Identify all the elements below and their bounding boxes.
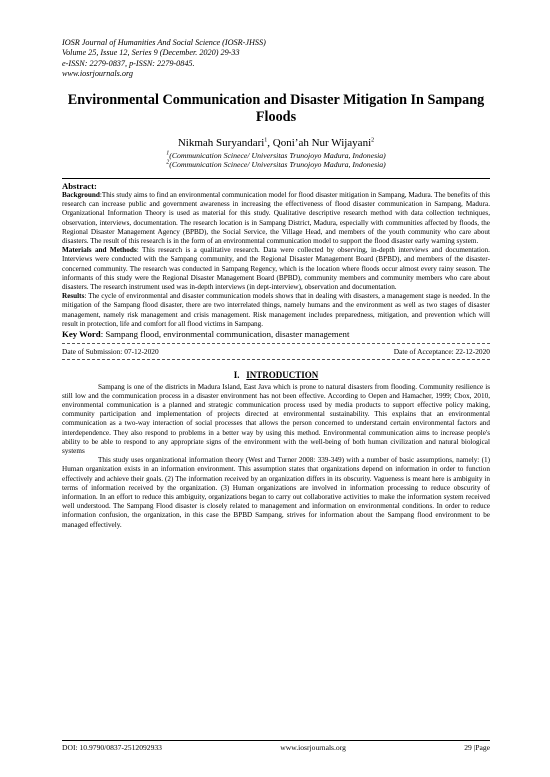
body-paragraph: Sampang is one of the districts in Madura Island, East Java which is prone to natural disasters from flooding. Community resilience is still low and the communication process in a disaster environment has not been effective. According to Oepen and Hamacher, 1999; Cbox, 2010, environmental communication is a planned and strategic communication process used by media products to support effective policy making, community participation and implementation of projects directed at environmental sustainability. This explains that an environmental communication as a two-way interaction of social processes that allows the person concerned to understand certain environmental factors and interdependence. They also respond to problems in a better way by using this method. Environmental communication aims to increase people's ability to be able to respond to any appropriate signs of the environment with the well-being of both human civilization and natural biological systems <box>62 382 490 455</box>
affiliation: $^1$(Communication Scinece/ Universitas Trunojoyo Madura, Indonesia) <box>166 150 386 160</box>
section-heading: I. INTRODUCTION <box>233 369 319 380</box>
page-footer <box>62 740 490 753</box>
author-sup: 2 <box>371 136 375 143</box>
journal-volume: Volume 25, Issue 12, Series 9 (December. 2020) 29-33 <box>62 48 240 58</box>
acceptance-date: Date of Acceptance: 22-12-2020 <box>393 347 490 357</box>
date-row <box>62 344 490 359</box>
keywords: Key Word: Sampang flood, environmental communication, disaster management <box>62 329 350 340</box>
abstract-heading: Abstract: <box>62 180 97 191</box>
abstract-section <box>62 178 490 340</box>
divider <box>62 359 490 360</box>
abstract-background: Background:This study aims to find an environmental communication model for flood disaster mitigation in Sampang, Madura. The benefits of this research can increase public and government awareness in increasing the effectiveness of flood disaster communication in Sampang, Madura. Organizational Information Theory is used as material for this study. Qualitative descriptive research method with data collection techniques, observation, interviews, documentation. The research location is in Sampang District, Madura, especially with communities affected by floods, the Regional Disaster Management Agency (BPBD), the Social Service, the Village Head, and members of the youth community who care about disasters. The result of this research is in the form of an environmental communication model to support the flood disaster early warning system. <box>62 191 490 246</box>
affiliation-list <box>62 151 490 170</box>
journal-header <box>62 38 490 80</box>
abstract-results: Results: The cycle of environmental and disaster communication models shows that in dealing with disasters, a management stage is needed. In the mitigation of the Sampang flood disaster, there are two interrelated things, namely humans and the environment as well as two stages of disaster management, namely risk management and crisis management. Risk management includes preparedness, mitigation, and prevention which will result in protection, life and comfort for all flood victims in Sampang. <box>62 292 490 328</box>
body-paragraph: This study uses organizational information theory (West and Turner 2008: 339-349) with a number of basic assumptions, namely: (1) Human organization exists in an information environment. This assumption states that organizations depend on information in order to function effectively and achieve their goals. (2) The information received by an organization differs in its obscurity. Vagueness is meant here is ambiguity in terms of information received by the organization. (3) Human organizations are involved in information processing to reduce obscurity of information. In an effort to reduce this ambiguity, organizations began to carry out collaborative activities to make the information system received well understood. The Sampang Flood disaster is closely related to management and information on environmental conditions. In order to reduce information confusion, the organization, in this case the BPBD Sampang, strives for information about the Sampang flood environment to be managed effectively. <box>62 456 490 529</box>
author-sup: 1 <box>264 136 268 143</box>
author-name: Qoni’ah Nur Wijayani <box>272 136 372 149</box>
paper-title: Environmental Communication and Disaster Mitigation In Sampang Floods <box>67 91 485 126</box>
doi: DOI: 10.9790/0837-2512092933 <box>62 743 162 752</box>
journal-name: IOSR Journal of Humanities And Social Science (IOSR-JHSS) <box>62 38 266 47</box>
page-number: 29 |Page <box>464 743 490 752</box>
paper-page <box>62 38 490 530</box>
abstract-methods: Materials and Methods: This research is a qualitative research. Data were collected by observing, in-depth interviews and documentation. Interviews were conducted with the Sampang community, and the Regional Disaster Management Board (BPBD), and members of the disaster-concerned community. The research was conducted in Sampang Regency, which is the location where floods occur almost every rainy season. The informants of this study were the Regional Disaster Management Board (BPBD), community members and community members who care about disasters. The research instrument used was in-depth interviews (in dept-interview), observation and documentation. <box>62 246 490 292</box>
journal-website[interactable]: www.iosrjournals.org <box>62 69 133 79</box>
footer-website[interactable]: www.iosrjournals.org <box>280 743 346 752</box>
author-list: Nikmah Suryandari$^1$, Qoni’ah Nur Wijayani$^2$ <box>177 136 375 149</box>
submission-date: Date of Submission: 07-12-2020 <box>62 347 159 357</box>
journal-issn: e-ISSN: 2279-0837, p-ISSN: 2279-0845. <box>62 58 195 68</box>
author-name: Nikmah Suryandari <box>177 136 265 149</box>
affiliation: $^2$(Communication Scinece/ Universitas Trunojoyo Madura, Indonesia) <box>166 159 386 170</box>
